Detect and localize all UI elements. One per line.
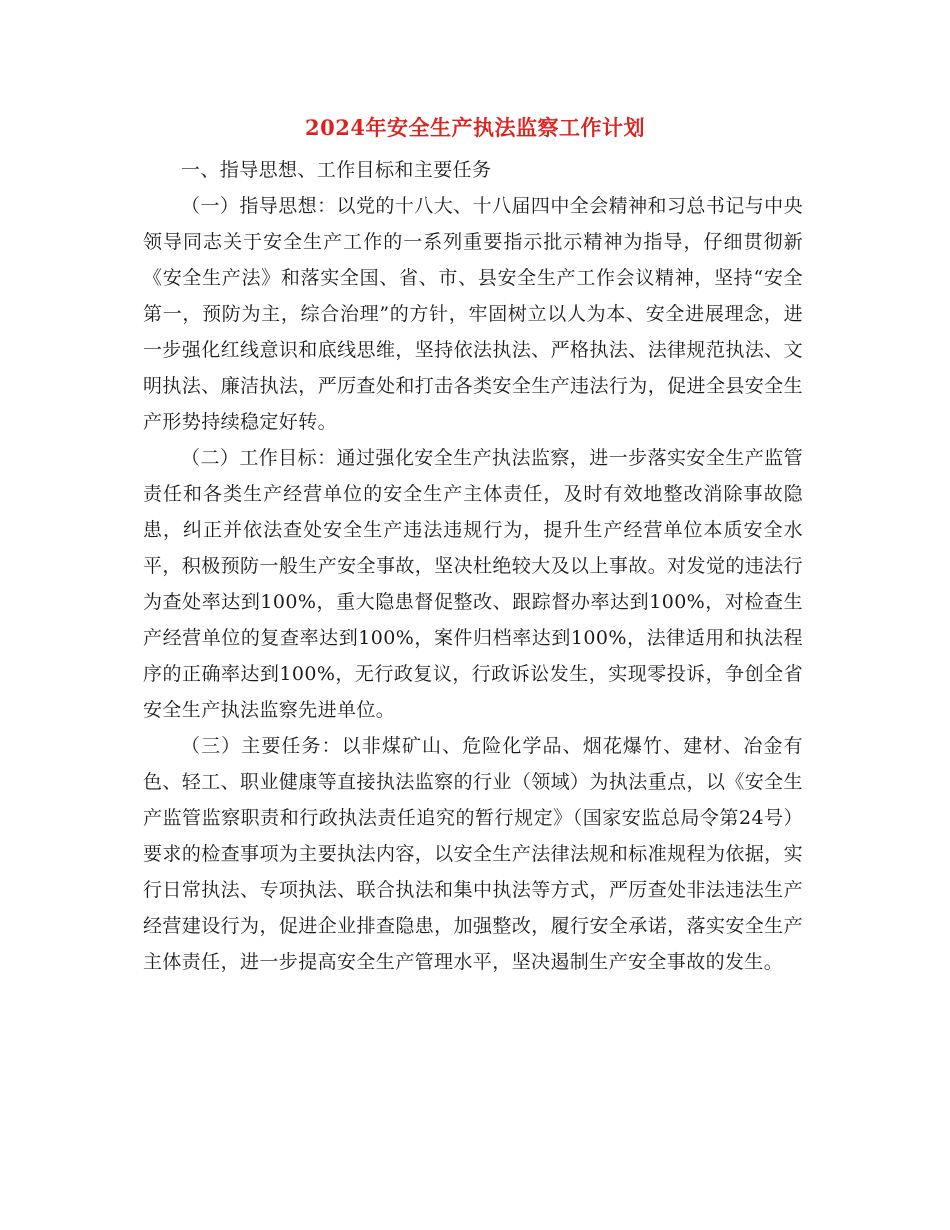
- document-title: 2024年安全生产执法监察工作计划: [305, 115, 645, 140]
- paragraph-guiding-ideology: （一）指导思想：以党的十八大、十八届四中全会精神和习总书记与中央领导同志关于安全生产工作的一系列重要指示批示精神为指导，仔细贯彻新《安全生产法》和落实全国、省、市、县安全生产工作会议精神，坚持“安全第一，预防为主，综合治理”的方针，牢固树立以人为本、安全进展理念，进一步强化红线意识和底线思维，坚持依法执法、严格执法、法律规范执法、文明执法、廉洁执法，严厉查处和打击各类安全生产违法行为，促进全县安全生产形势持续稳定好转。: [143, 195, 803, 433]
- paragraph-work-goals: （二）工作目标：通过强化安全生产执法监察，进一步落实安全生产监管责任和各类生产经营单位的安全生产主体责任，及时有效地整改消除事故隐患，纠正并依法查处安全生产违法违规行为，提升生产经营单位本质安全水平，积极预防一般生产安全事故，坚决杜绝较大及以上事故。对发觉的违法行为查处率达到100%，重大隐患督促整改、跟踪督办率达到100%，对检查生产经营单位的复查率达到100%，案件归档率达到100%，法律适用和执法程序的正确率达到100%，无行政复议，行政诉讼发生，实现零投诉，争创全省安全生产执法监察先进单位。: [143, 447, 803, 721]
- document-body: [143, 152, 803, 980]
- paragraph-main-tasks: （三）主要任务：以非煤矿山、危险化学品、烟花爆竹、建材、冶金有色、轻工、职业健康等直接执法监察的行业（领域）为执法重点，以《安全生产监管监察职责和行政执法责任追究的暂行规定》（国家安监总局令第24号）要求的检查事项为主要执法内容，以安全生产法律法规和标准规程为依据，实行日常执法、专项执法、联合执法和集中执法等方式，严厉查处非法违法生产经营建设行为，促进企业排查隐患，加强整改，履行安全承诺，落实安全生产主体责任，进一步提高安全生产管理水平，坚决遏制生产安全事故的发生。: [143, 735, 803, 973]
- section-heading: 一、指导思想、工作目标和主要任务: [181, 159, 492, 181]
